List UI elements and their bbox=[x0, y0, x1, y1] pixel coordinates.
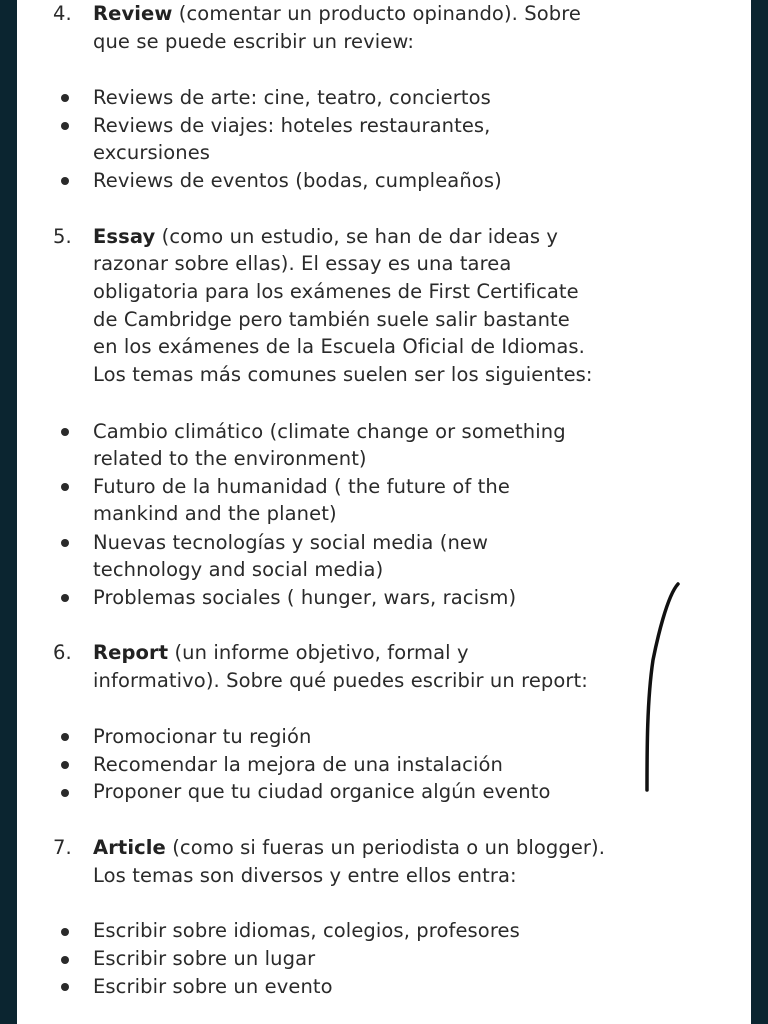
list-item: Reviews de eventos (bodas, cumpleaños) bbox=[93, 169, 502, 192]
section-number: 4. bbox=[53, 2, 72, 25]
section-text: obligatoria para los exámenes de First Certificate bbox=[93, 280, 579, 303]
pen-stroke-line bbox=[647, 584, 678, 790]
section-number: 5. bbox=[53, 225, 72, 248]
list-item-continued: mankind and the planet) bbox=[93, 502, 337, 525]
list-item: Escribir sobre un evento bbox=[93, 975, 333, 998]
section-text: que se puede escribir un review: bbox=[93, 30, 415, 53]
section-heading-text: (como si fueras un periodista o un blogger). bbox=[165, 836, 606, 859]
list-item: Escribir sobre un lugar bbox=[93, 947, 316, 970]
section-text: Los temas son diversos y entre ellos entra: bbox=[93, 864, 517, 887]
pen-stroke-mark bbox=[17, 0, 751, 1024]
list-item: Futuro de la humanidad ( the future of the bbox=[93, 475, 510, 498]
section-text: razonar sobre ellas). El essay es una tarea bbox=[93, 252, 512, 275]
section-number: 7. bbox=[53, 836, 72, 859]
section-text: informativo). Sobre qué puedes escribir un report: bbox=[93, 669, 588, 692]
section-text: Los temas más comunes suelen ser los siguientes: bbox=[93, 363, 593, 386]
section-number: 6. bbox=[53, 641, 72, 664]
list-item-continued: related to the environment) bbox=[93, 447, 367, 470]
section-heading-text: (como un estudio, se han de dar ideas y bbox=[155, 225, 559, 248]
section-term: Article bbox=[93, 836, 166, 859]
list-item: Cambio climático (climate change or something bbox=[93, 420, 566, 443]
document-page bbox=[17, 0, 751, 1024]
list-item: Nuevas tecnologías y social media (new bbox=[93, 531, 489, 554]
list-item-continued: technology and social media) bbox=[93, 558, 384, 581]
section-term: Report bbox=[93, 641, 169, 664]
list-item-continued: excursiones bbox=[93, 141, 211, 164]
list-item: Reviews de arte: cine, teatro, conciertos bbox=[93, 86, 491, 109]
section-term: Review bbox=[93, 2, 173, 25]
section-text: en los exámenes de la Escuela Oficial de Idiomas. bbox=[93, 335, 585, 358]
list-item: Problemas sociales ( hunger, wars, racism) bbox=[93, 586, 517, 609]
list-item: Proponer que tu ciudad organice algún evento bbox=[93, 780, 551, 803]
section-term: Essay bbox=[93, 225, 156, 248]
section-text: de Cambridge pero también suele salir bastante bbox=[93, 308, 570, 331]
list-item: Escribir sobre idiomas, colegios, profesores bbox=[93, 919, 520, 942]
list-item: Reviews de viajes: hoteles restaurantes, bbox=[93, 114, 491, 137]
list-item: Recomendar la mejora de una instalación bbox=[93, 753, 503, 776]
section-heading-text: (comentar un producto opinando). Sobre bbox=[172, 2, 582, 25]
list-item: Promocionar tu región bbox=[93, 725, 312, 748]
section-heading-text: (un informe objetivo, formal y bbox=[168, 641, 469, 664]
